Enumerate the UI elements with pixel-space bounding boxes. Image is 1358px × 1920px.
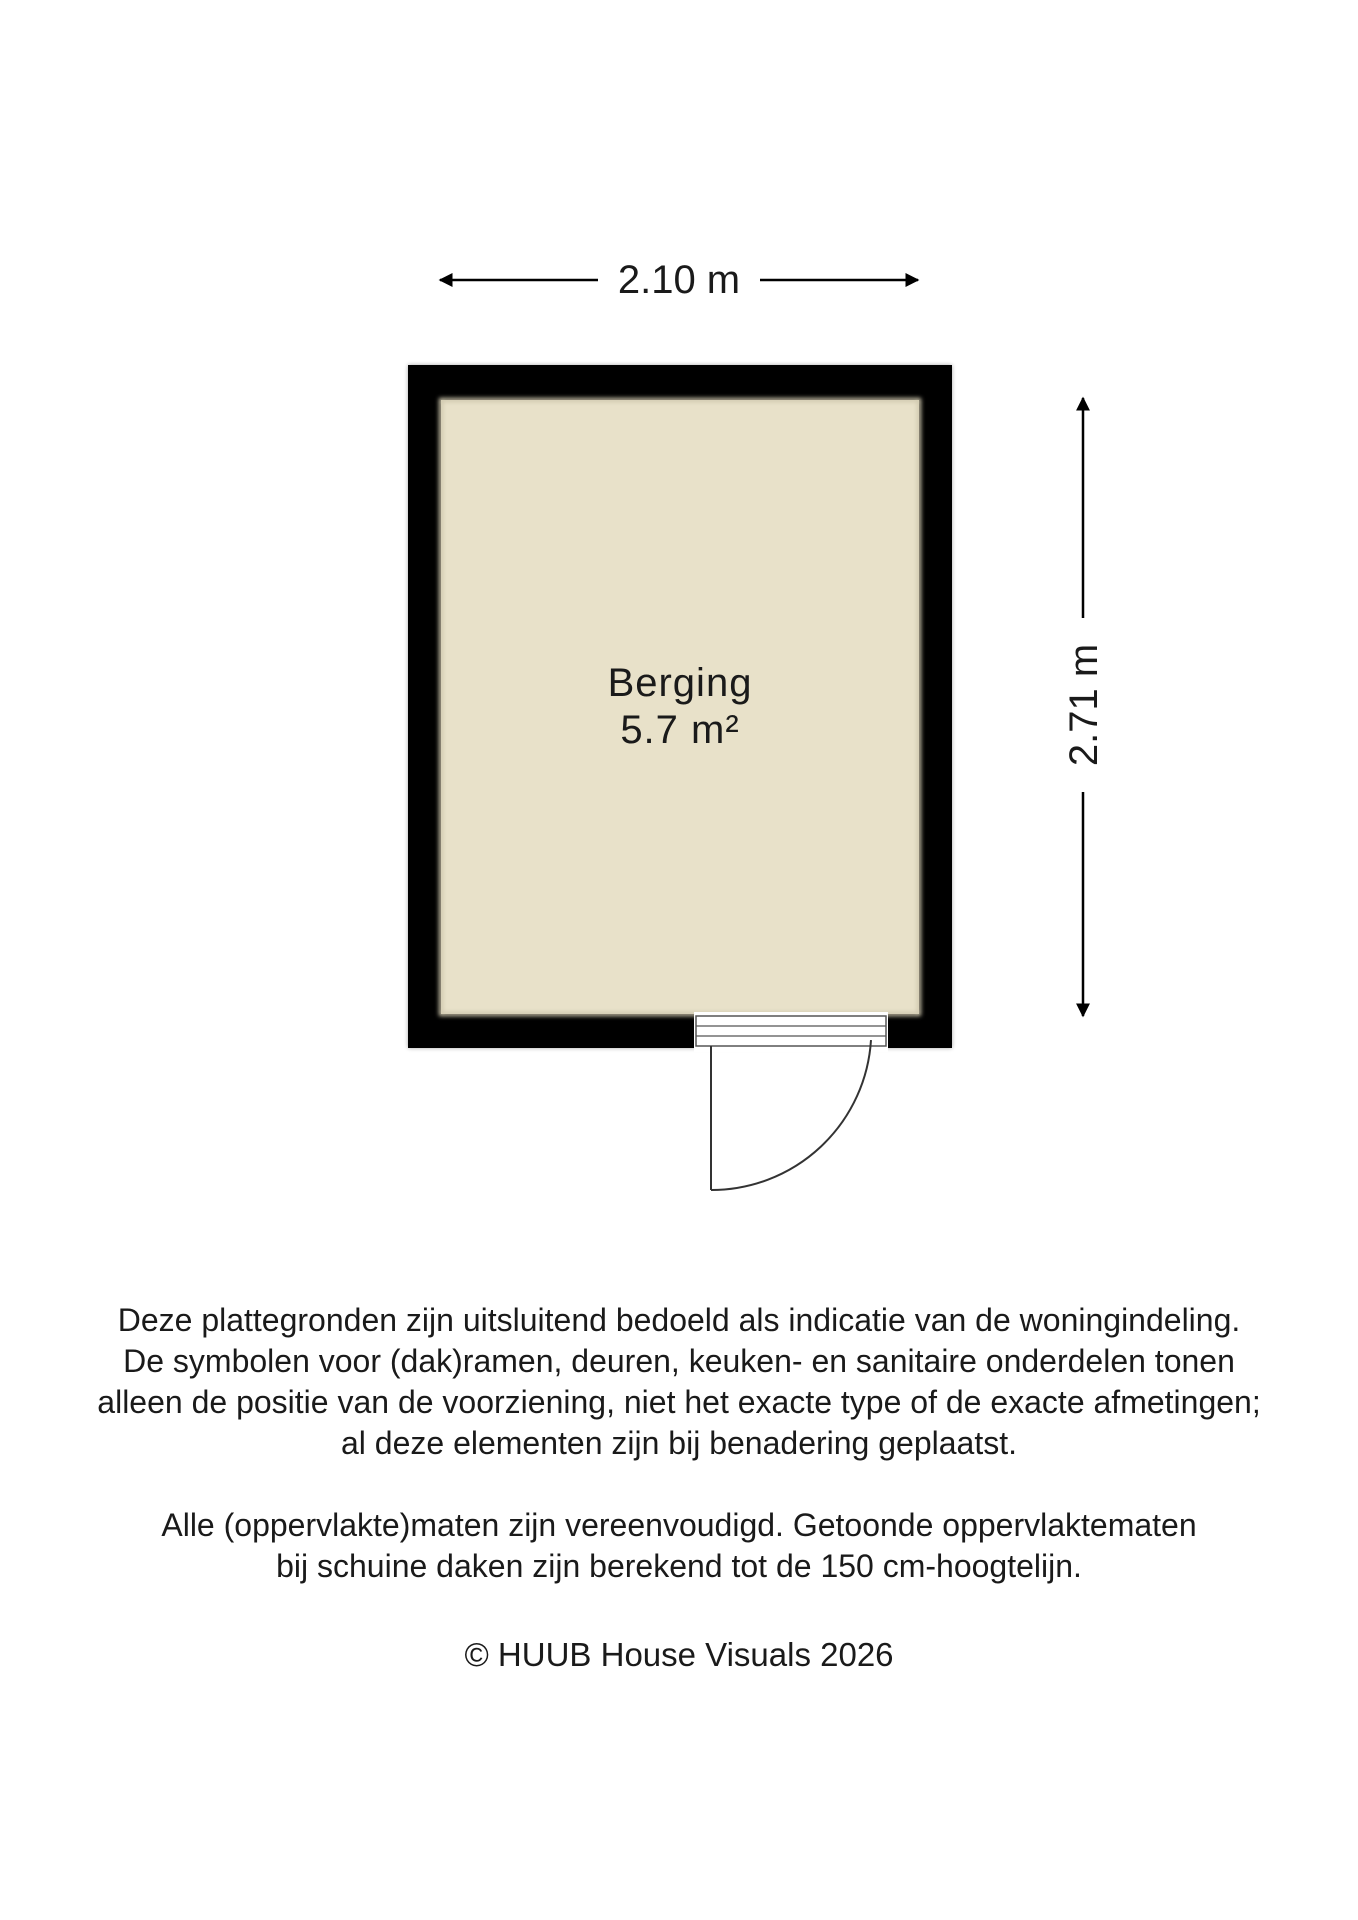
- disclaimer-line: bij schuine daken zijn berekend tot de 150 cm-hoogtelijn.: [276, 1548, 1082, 1584]
- door-swing-arc: [711, 1040, 871, 1190]
- disclaimer-line: al deze elementen zijn bij benadering geplaatst.: [340, 1425, 1017, 1461]
- disclaimer-line: Deze plattegronden zijn uitsluitend bedoeld als indicatie van de woningindeling.: [117, 1302, 1241, 1338]
- height-dimension: [1062, 398, 1106, 1016]
- room-name: Berging: [607, 661, 753, 705]
- room-floor: [441, 400, 919, 1014]
- room-area: 5.7 m²: [620, 708, 740, 752]
- disclaimer: [0, 1300, 1358, 1587]
- height-label: 2.71 m: [1062, 643, 1106, 767]
- door-frame: [696, 1016, 886, 1046]
- disclaimer-line: alleen de positie van de voorziening, niet het exacte type of de exacte afmetingen;: [97, 1384, 1261, 1420]
- disclaimer-line: De symbolen voor (dak)ramen, deuren, keuken- en sanitaire onderdelen tonen: [123, 1343, 1235, 1379]
- copyright-notice: © HUUB House Visuals 2026: [464, 1636, 894, 1673]
- door: [694, 1012, 888, 1190]
- disclaimer-line: Alle (oppervlakte)maten zijn vereenvoudigd. Getoonde oppervlaktematen: [161, 1507, 1197, 1543]
- width-dimension: [440, 258, 918, 302]
- width-label: 2.10 m: [617, 258, 741, 302]
